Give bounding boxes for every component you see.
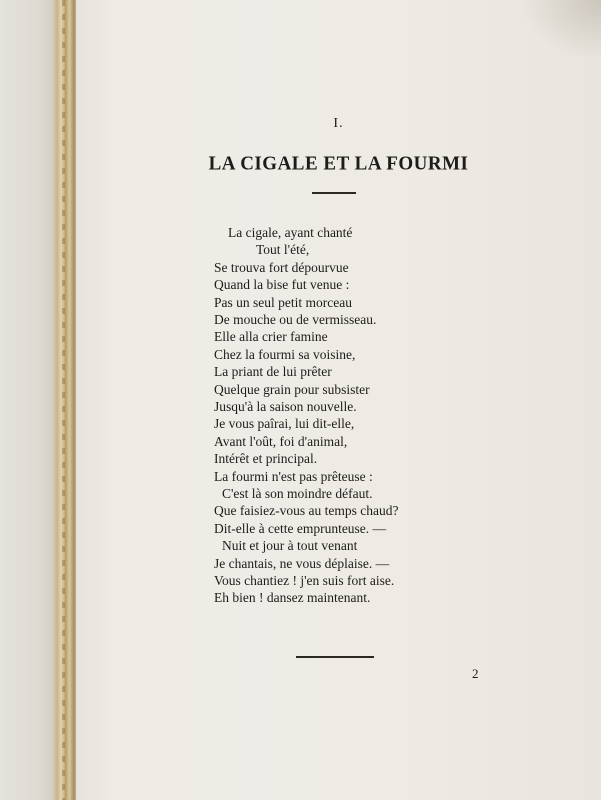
title-divider (312, 192, 356, 194)
poem-line: Je chantais, ne vous déplaise. — (214, 555, 390, 571)
poem-line: La priant de lui prêter (214, 364, 332, 380)
poem-line: Intérêt et principal. (214, 451, 318, 467)
end-divider (296, 656, 374, 658)
poem-line: Chez la fourmi sa voisine, (214, 346, 356, 362)
page-number: 2 (472, 666, 479, 681)
poem-line: La fourmi n'est pas prêteuse : (214, 468, 373, 484)
poem-line: Nuit et jour à tout venant (222, 538, 358, 554)
poem-line: Jusqu'à la saison nouvelle. (214, 399, 357, 414)
poem-line: Tout l'été, (256, 242, 310, 258)
poem-line: Je vous paîrai, lui dit-elle, (214, 416, 355, 432)
poem-line: Se trouva fort dépourvue (214, 259, 349, 275)
poem-line: Elle alla crier famine (214, 329, 328, 345)
poem-line: La cigale, ayant chanté (228, 225, 353, 240)
page-content (76, 0, 601, 800)
poem-title: LA CIGALE ET LA FOURMI (208, 152, 469, 175)
poem-line: Vous chantiez ! j'en suis fort aise. (214, 573, 395, 588)
section-number: I. (333, 116, 344, 131)
poem-line: Eh bien ! dansez maintenant. (214, 590, 371, 606)
poem-line: Quand la bise fut venue : (214, 277, 350, 293)
poem-line: C'est là son moindre défaut. (222, 486, 373, 501)
poem-line: Quelque grain pour subsister (214, 381, 370, 397)
poem-line: De mouche ou de vermisseau. (214, 312, 377, 327)
poem-line: Dit-elle à cette emprunteuse. — (214, 520, 387, 536)
poem-line: Pas un seul petit morceau (214, 294, 352, 310)
poem-line: Avant l'oût, foi d'animal, (214, 433, 348, 449)
poem-line: Que faisiez-vous au temps chaud? (214, 503, 399, 519)
